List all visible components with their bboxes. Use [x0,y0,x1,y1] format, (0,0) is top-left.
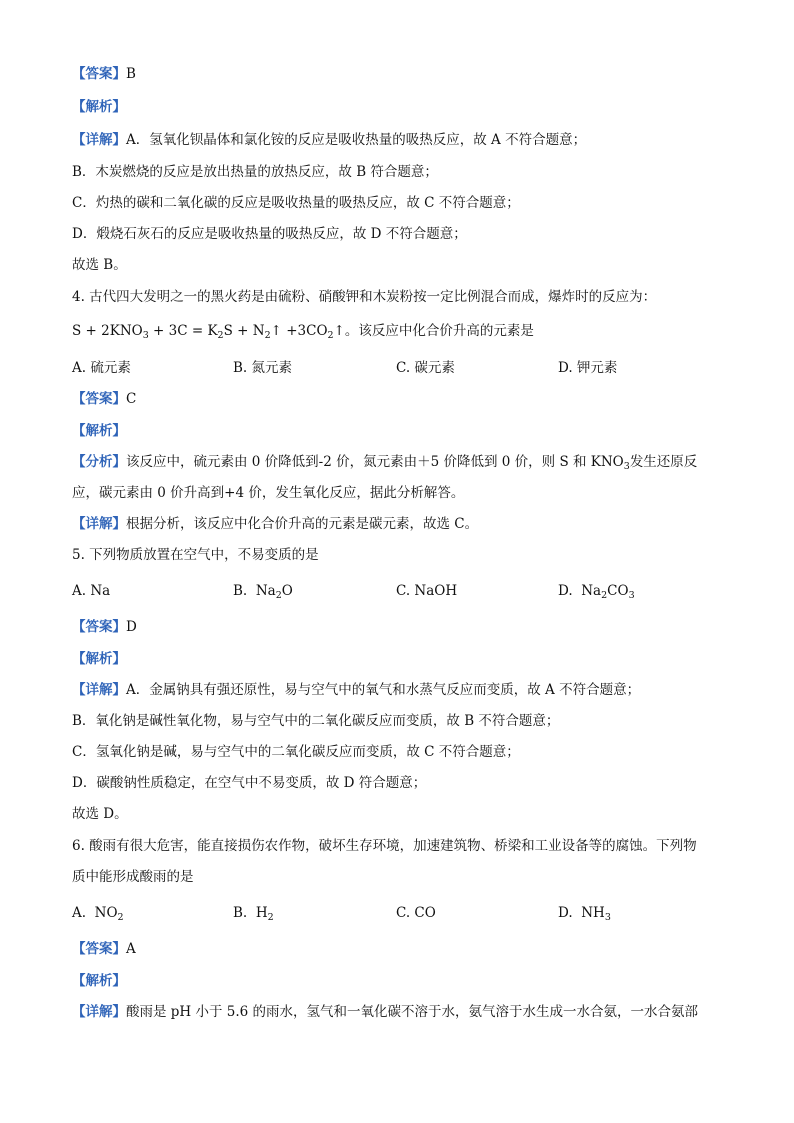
q5-option-a: A. Na [72,583,111,599]
q4-detail-line: 【详解】根据分析，该反应中化合价升高的元素是碳元素，故选 C。 [72,516,479,532]
analysis-tag: 【解析】 [72,99,126,115]
q5-option-d: D. $Na_2CO_3$ [558,583,635,601]
q6-option-d: D. $NH_3$ [558,905,611,923]
detail-tag: 【详解】 [72,682,126,698]
q5-analysis-heading [72,649,126,669]
q4-fenxi-line1: 【分析】该反应中，硫元素由 0 价降低到-2 价，氮元素由＋5 价降低到 0 价，则 S 和 $KNO_3$发生还原反 [72,454,698,472]
answer-tag: 【答案】 [72,391,126,407]
q6-analysis-heading [72,971,126,991]
detail-tag: 【详解】 [72,516,126,532]
q3-analysis-heading [72,97,126,117]
q6-stem-line2: 质中能形成酸雨的是 [72,869,194,885]
q6-option-a: A. $NO_2$ [72,905,124,923]
q6-option-c: C. CO [396,905,436,921]
q5-stem: 5. 下列物质放置在空气中，不易变质的是 [72,547,319,563]
q5-option-c: C. NaOH [396,583,458,599]
q4-stem-line2 [72,321,534,341]
q4-option-a: A. 硫元素 [72,360,131,376]
q4-option-c: C. 碳元素 [396,360,455,376]
q6-option-b: B. $H_2$ [233,905,274,923]
q6-answer-value: A [126,941,136,957]
q4-answer-value: C [126,391,137,407]
q3-detail-line-d: D．煅烧石灰石的反应是吸收热量的吸热反应，故 D 不符合题意； [72,226,467,242]
q6-stem-line1: 6. 酸雨有很大危害，能直接损伤农作物，破坏生存环境，加速建筑物、桥梁和工业设备等的腐蚀。下列物 [72,838,697,854]
q4-stem-line1: 4. 古代四大发明之一的黑火药是由硫粉、硝酸钾和木炭粉按一定比例混合而成，爆炸时的反应为： [72,289,657,305]
q5-detail-line-d: D．碳酸钠性质稳定，在空气中不易变质，故 D 符合题意； [72,775,427,791]
answer-tag: 【答案】 [72,941,126,957]
q4-equation: $S + 2KNO_3 + 3C = K_2S$ + $N_2↑$ $+3CO_2↑$ [72,323,345,341]
answer-tag: 【答案】 [72,66,126,82]
q3-detail-line-a [72,130,586,150]
q6-detail-line: 【详解】酸雨是 pH 小于 5.6 的雨水，氢气和一氧化碳不溶于水，氨气溶于水生成一水合氨，一水合氨部 [72,1004,699,1020]
q5-detail-line-a: 【详解】A．金属钠具有强还原性，易与空气中的氧气和水蒸气反应而变质，故 A 不符合题意； [72,682,641,698]
fenxi-tag: 【分析】 [72,454,126,470]
q5-answer-value: D [126,619,137,635]
q5-detail-line-b: B．氧化钠是碱性氧化物，易与空气中的二氧化碳反应而变质，故 B 不符合题意； [72,713,560,729]
analysis-tag: 【解析】 [72,973,126,989]
detail-tag: 【详解】 [72,1004,126,1020]
q3-detail-line-b: B．木炭燃烧的反应是放出热量的放热反应，故 B 符合题意； [72,164,438,180]
analysis-tag: 【解析】 [72,423,126,439]
q5-answer-line [72,617,137,637]
q3-detail-a-text: A．氢氧化钡晶体和氯化铵的反应是吸收热量的吸热反应，故 A 不符合题意； [126,132,587,148]
analysis-tag: 【解析】 [72,651,126,667]
q4-analysis-heading [72,421,126,441]
detail-tag: 【详解】 [72,132,126,148]
q3-answer-line [72,64,136,84]
q3-conclusion: 故选 B。 [72,257,127,273]
q5-conclusion: 故选 D。 [72,806,128,822]
q3-detail-line-c: C．灼热的碳和二氧化碳的反应是吸收热量的吸热反应，故 C 不符合题意； [72,195,520,211]
q6-answer-line [72,939,136,959]
q4-answer-line [72,389,136,409]
q5-detail-line-c: C．氢氧化钠是碱，易与空气中的二氧化碳反应而变质，故 C 不符合题意； [72,744,520,760]
q4-stem-tail: 。该反应中化合价升高的元素是 [344,323,534,339]
q4-fenxi-line2: 应，碳元素由 0 价升高到+4 价，发生氧化反应，据此分析解答。 [72,485,465,501]
q5-option-b: B. $Na_2O$ [233,583,293,601]
q3-answer-value: B [126,66,136,82]
answer-tag: 【答案】 [72,619,126,635]
q4-option-b: B. 氮元素 [233,360,293,376]
q4-option-d: D. 钾元素 [558,360,618,376]
